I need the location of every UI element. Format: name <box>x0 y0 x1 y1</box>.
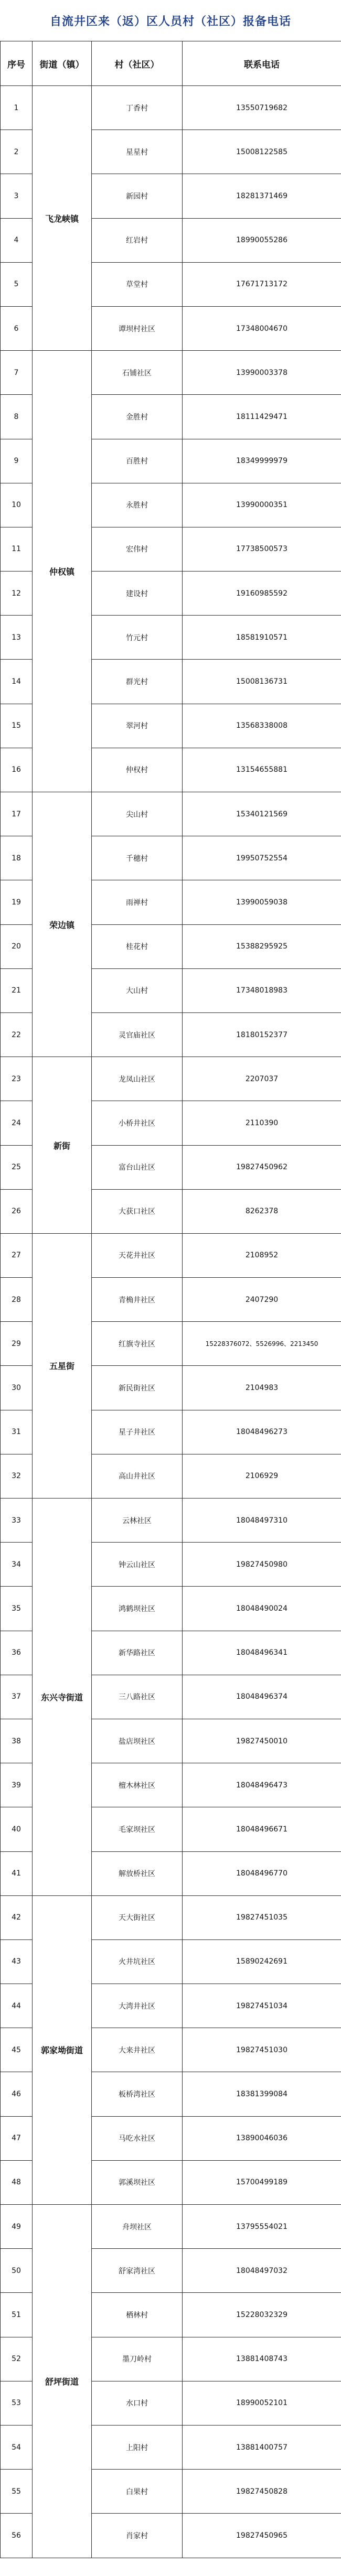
row-number: 35 <box>1 1587 33 1631</box>
phone-number: 17671713172 <box>183 262 341 306</box>
row-number: 40 <box>1 1807 33 1851</box>
table-body <box>1 86 341 2558</box>
phone-number: 19827450828 <box>183 2470 341 2514</box>
phone-number: 18048490024 <box>183 1587 341 1631</box>
phone-number: 18048496374 <box>183 1675 341 1719</box>
row-number: 42 <box>1 1895 33 1939</box>
phone-number: 2407290 <box>183 1278 341 1322</box>
village-name: 竹元村 <box>92 616 183 660</box>
phone-number: 13881408743 <box>183 2337 341 2381</box>
village-name: 檀木林社区 <box>92 1763 183 1807</box>
phone-number: 2108952 <box>183 1233 341 1277</box>
row-number: 44 <box>1 1984 33 2028</box>
street-name: 飞龙峡镇 <box>33 86 92 351</box>
row-number: 49 <box>1 2205 33 2249</box>
row-number: 20 <box>1 924 33 968</box>
village-name: 红岩村 <box>92 218 183 262</box>
phone-number: 15700499189 <box>183 2160 341 2204</box>
phone-number: 13890046036 <box>183 2116 341 2160</box>
phone-number: 18990052101 <box>183 2381 341 2425</box>
village-name: 百胜村 <box>92 439 183 483</box>
phone-number: 18048497310 <box>183 1499 341 1543</box>
village-name: 谭坝村社区 <box>92 306 183 350</box>
phone-number: 13881400757 <box>183 2425 341 2469</box>
village-name: 马吃水社区 <box>92 2116 183 2160</box>
village-name: 石铺社区 <box>92 351 183 395</box>
phone-number: 2104983 <box>183 1366 341 1410</box>
row-number: 5 <box>1 262 33 306</box>
village-name: 肖家村 <box>92 2514 183 2558</box>
village-name: 群光村 <box>92 660 183 704</box>
phone-number: 18381399084 <box>183 2072 341 2116</box>
phone-number: 19827451030 <box>183 2028 341 2072</box>
phone-number: 18180152377 <box>183 1012 341 1057</box>
village-name: 金胜村 <box>92 395 183 439</box>
phone-number: 13568338008 <box>183 704 341 748</box>
village-name: 富台山社区 <box>92 1145 183 1189</box>
table-header-row <box>1 41 341 86</box>
phone-number: 18581910571 <box>183 616 341 660</box>
village-name: 新华路社区 <box>92 1631 183 1675</box>
village-name: 龙凤山社区 <box>92 1057 183 1101</box>
village-name: 翠河村 <box>92 704 183 748</box>
village-name: 栖林村 <box>92 2293 183 2337</box>
row-number: 48 <box>1 2160 33 2204</box>
phone-number: 17738500573 <box>183 527 341 571</box>
village-name: 青桷井社区 <box>92 1278 183 1322</box>
table-row <box>1 1233 341 1277</box>
row-number: 15 <box>1 704 33 748</box>
village-name: 天大街社区 <box>92 1895 183 1939</box>
table-row <box>1 1499 341 1543</box>
village-name: 丁香村 <box>92 86 183 130</box>
village-name: 尖山村 <box>92 792 183 836</box>
row-number: 41 <box>1 1851 33 1895</box>
row-number: 37 <box>1 1675 33 1719</box>
village-name: 云林社区 <box>92 1499 183 1543</box>
street-name: 五星街 <box>33 1233 92 1498</box>
row-number: 9 <box>1 439 33 483</box>
row-number: 29 <box>1 1322 33 1366</box>
row-number: 18 <box>1 836 33 880</box>
phone-number: 18048496341 <box>183 1631 341 1675</box>
phone-number: 13795554021 <box>183 2205 341 2249</box>
phone-number: 18048497032 <box>183 2249 341 2293</box>
village-name: 板桥湾社区 <box>92 2072 183 2116</box>
row-number: 34 <box>1 1543 33 1587</box>
phone-number: 18349999979 <box>183 439 341 483</box>
phone-number: 13990059038 <box>183 880 341 924</box>
village-name: 鸿鹤坝社区 <box>92 1587 183 1631</box>
phone-number: 19827450980 <box>183 1543 341 1587</box>
village-name: 永胜村 <box>92 483 183 527</box>
row-number: 47 <box>1 2116 33 2160</box>
village-name: 郭溪坝社区 <box>92 2160 183 2204</box>
table-row <box>1 351 341 395</box>
street-name: 舒坪街道 <box>33 2205 92 2558</box>
village-name: 高山井社区 <box>92 1454 183 1498</box>
phone-number: 15340121569 <box>183 792 341 836</box>
phone-number: 18048496273 <box>183 1410 341 1454</box>
street-name: 荣边镇 <box>33 792 92 1057</box>
header-seq: 序号 <box>1 41 33 86</box>
row-number: 17 <box>1 792 33 836</box>
phone-number: 15008136731 <box>183 660 341 704</box>
phone-number: 18048496671 <box>183 1807 341 1851</box>
phone-number: 19160985592 <box>183 572 341 616</box>
row-number: 25 <box>1 1145 33 1189</box>
phone-number: 18281371469 <box>183 174 341 218</box>
row-number: 19 <box>1 880 33 924</box>
header-village: 村（社区） <box>92 41 183 86</box>
street-name: 东兴寺街道 <box>33 1499 92 1896</box>
village-name: 毛家坝社区 <box>92 1807 183 1851</box>
row-number: 28 <box>1 1278 33 1322</box>
row-number: 16 <box>1 748 33 792</box>
village-name: 千穗村 <box>92 836 183 880</box>
phone-number: 15008122585 <box>183 130 341 174</box>
village-name: 新园村 <box>92 174 183 218</box>
row-number: 10 <box>1 483 33 527</box>
header-phone: 联系电话 <box>183 41 341 86</box>
row-number: 45 <box>1 2028 33 2072</box>
phone-number: 19827451035 <box>183 1895 341 1939</box>
page-title: 自流井区来（返）区人员村（社区）报备电话 <box>49 15 291 28</box>
row-number: 32 <box>1 1454 33 1498</box>
phone-number: 18048496473 <box>183 1763 341 1807</box>
phone-number: 15388295925 <box>183 924 341 968</box>
table-row <box>1 792 341 836</box>
village-name: 钟云山社区 <box>92 1543 183 1587</box>
row-number: 13 <box>1 616 33 660</box>
village-name: 小桥井社区 <box>92 1101 183 1145</box>
row-number: 54 <box>1 2425 33 2469</box>
village-name: 上阳村 <box>92 2425 183 2469</box>
village-name: 水口村 <box>92 2381 183 2425</box>
street-name: 郭家坳街道 <box>33 1895 92 2204</box>
village-name: 新民街社区 <box>92 1366 183 1410</box>
village-name: 星星村 <box>92 130 183 174</box>
row-number: 56 <box>1 2514 33 2558</box>
village-name: 大湾井社区 <box>92 1984 183 2028</box>
street-name: 新街 <box>33 1057 92 1234</box>
phone-number: 19827450010 <box>183 1719 341 1763</box>
phone-number: 13990000351 <box>183 483 341 527</box>
street-name: 仲权镇 <box>33 351 92 792</box>
row-number: 3 <box>1 174 33 218</box>
row-number: 46 <box>1 2072 33 2116</box>
row-number: 23 <box>1 1057 33 1101</box>
phone-number: 2110390 <box>183 1101 341 1145</box>
village-name: 解放桥社区 <box>92 1851 183 1895</box>
row-number: 6 <box>1 306 33 350</box>
village-name: 火井坑社区 <box>92 1939 183 1984</box>
village-name: 建设村 <box>92 572 183 616</box>
village-name: 雨禅村 <box>92 880 183 924</box>
village-name: 舒家湾社区 <box>92 2249 183 2293</box>
phone-number: 18111429471 <box>183 395 341 439</box>
row-number: 4 <box>1 218 33 262</box>
phone-number: 19950752554 <box>183 836 341 880</box>
table-row <box>1 2205 341 2249</box>
table-row <box>1 1057 341 1101</box>
row-number: 30 <box>1 1366 33 1410</box>
village-name: 白果村 <box>92 2470 183 2514</box>
row-number: 8 <box>1 395 33 439</box>
phone-number: 19827451034 <box>183 1984 341 2028</box>
phone-number: 18990055286 <box>183 218 341 262</box>
village-name: 大获口社区 <box>92 1189 183 1233</box>
row-number: 51 <box>1 2293 33 2337</box>
contact-table <box>0 41 341 2558</box>
row-number: 7 <box>1 351 33 395</box>
phone-number: 17348018983 <box>183 968 341 1012</box>
table-row <box>1 86 341 130</box>
row-number: 26 <box>1 1189 33 1233</box>
header-street: 街道（镇） <box>33 41 92 86</box>
phone-number: 18048496770 <box>183 1851 341 1895</box>
row-number: 53 <box>1 2381 33 2425</box>
row-number: 50 <box>1 2249 33 2293</box>
row-number: 14 <box>1 660 33 704</box>
row-number: 31 <box>1 1410 33 1454</box>
row-number: 39 <box>1 1763 33 1807</box>
phone-number: 15890242691 <box>183 1939 341 1984</box>
row-number: 24 <box>1 1101 33 1145</box>
village-name: 大山村 <box>92 968 183 1012</box>
row-number: 43 <box>1 1939 33 1984</box>
village-name: 大来井社区 <box>92 2028 183 2072</box>
village-name: 天花井社区 <box>92 1233 183 1277</box>
village-name: 盐店坝社区 <box>92 1719 183 1763</box>
village-name: 桂花村 <box>92 924 183 968</box>
phone-number: 13550719682 <box>183 86 341 130</box>
table-row <box>1 1895 341 1939</box>
row-number: 22 <box>1 1012 33 1057</box>
village-name: 仲权村 <box>92 748 183 792</box>
row-number: 2 <box>1 130 33 174</box>
phone-number: 19827450965 <box>183 2514 341 2558</box>
phone-number: 15228376072、5526996、2213450 <box>183 1322 341 1366</box>
phone-number: 8262378 <box>183 1189 341 1233</box>
row-number: 21 <box>1 968 33 1012</box>
row-number: 1 <box>1 86 33 130</box>
village-name: 墨刀岭村 <box>92 2337 183 2381</box>
phone-number: 13154655881 <box>183 748 341 792</box>
row-number: 12 <box>1 572 33 616</box>
row-number: 38 <box>1 1719 33 1763</box>
village-name: 宏伟村 <box>92 527 183 571</box>
village-name: 舟坝社区 <box>92 2205 183 2249</box>
phone-number: 13990003378 <box>183 351 341 395</box>
row-number: 11 <box>1 527 33 571</box>
row-number: 55 <box>1 2470 33 2514</box>
phone-number: 17348004670 <box>183 306 341 350</box>
row-number: 52 <box>1 2337 33 2381</box>
phone-number: 19827450962 <box>183 1145 341 1189</box>
phone-number: 2207037 <box>183 1057 341 1101</box>
row-number: 27 <box>1 1233 33 1277</box>
row-number: 36 <box>1 1631 33 1675</box>
village-name: 灵官庙社区 <box>92 1012 183 1057</box>
phone-number: 15228032329 <box>183 2293 341 2337</box>
phone-number: 2106929 <box>183 1454 341 1498</box>
village-name: 星子井社区 <box>92 1410 183 1454</box>
village-name: 三八路社区 <box>92 1675 183 1719</box>
village-name: 红旗寺社区 <box>92 1322 183 1366</box>
village-name: 草堂村 <box>92 262 183 306</box>
row-number: 33 <box>1 1499 33 1543</box>
